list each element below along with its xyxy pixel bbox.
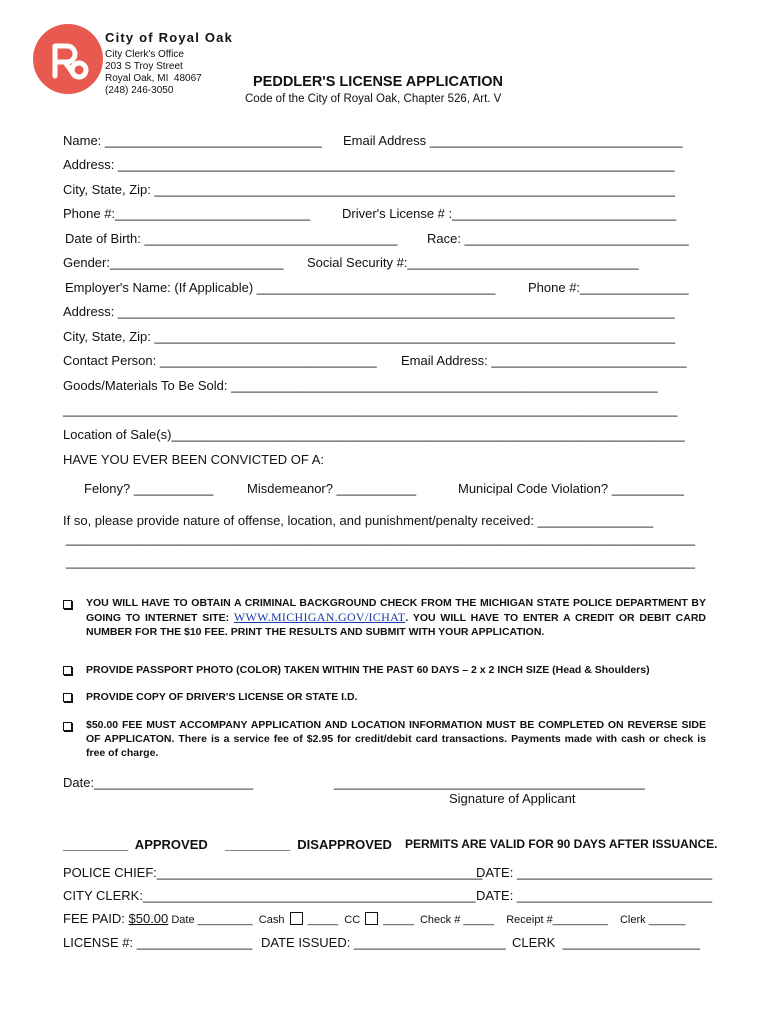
disapproved-field[interactable]: _________ DISAPPROVED	[225, 837, 392, 852]
address-line: (248) 246-3050	[105, 85, 174, 96]
instruction-drivers-license: PROVIDE COPY OF DRIVER'S LICENSE OR STATE I.D.	[86, 691, 358, 703]
address-line: City Clerk's Office	[105, 49, 184, 60]
checkbox-bullet-icon	[63, 693, 72, 702]
form-subtitle: Code of the City of Royal Oak, Chapter 526, Art. V	[245, 93, 502, 105]
instruction-background-check: YOU WILL HAVE TO OBTAIN A CRIMINAL BACKGROUND CHECK FROM THE MICHIGAN STATE POLICE DEPARTMENT BY GOING TO INTERNET SITE: WWW.MICHIGAN.GOV/ICHAT. YOU WILL HAVE TO ENTER A CREDIT OR DEBIT CARD NUMBER FOR THE $10 FEE. PRINT THE RESULTS AND SUBMIT WITH YOUR APPLICATION.	[86, 597, 706, 638]
date-field[interactable]: Date:______________________	[63, 775, 254, 790]
form-title: PEDDLER'S LICENSE APPLICATION	[253, 74, 503, 90]
signature-label: Signature of Applicant	[449, 791, 576, 806]
address-line: Royal Oak, MI 48067	[105, 73, 202, 84]
gender-field[interactable]: Gender:________________________	[63, 255, 284, 270]
felony-field[interactable]: Felony? ___________	[84, 481, 214, 496]
social-security-field[interactable]: Social Security #:________________________________	[307, 255, 639, 270]
drivers-license-field[interactable]: Driver's License # :_______________________________	[342, 206, 677, 221]
cc-checkbox[interactable]	[365, 912, 378, 925]
date-issued-field[interactable]: DATE ISSUED: _____________________	[261, 935, 506, 950]
address-field[interactable]: Address: _____________________________________________________________________________	[63, 157, 675, 172]
goods-field[interactable]: Goods/Materials To Be Sold: ___________________________________________________________	[63, 378, 658, 393]
address-line: 203 S Troy Street	[105, 61, 183, 72]
royal-oak-logo-icon	[33, 24, 103, 94]
org-name: City of Royal Oak	[105, 30, 234, 45]
date-of-birth-field[interactable]: Date of Birth: ___________________________________	[65, 231, 398, 246]
city-clerk-field[interactable]: CITY CLERK:______________________________________________	[63, 888, 476, 903]
city-state-zip-field[interactable]: City, State, Zip: ________________________________________________________________________	[63, 182, 676, 197]
employer-address-field[interactable]: Address: _____________________________________________________________________________	[63, 304, 675, 319]
phone-field[interactable]: Phone #:___________________________	[63, 206, 311, 221]
email-field[interactable]: Email Address ___________________________________	[343, 133, 683, 148]
city-logo	[33, 24, 103, 94]
contact-email-field[interactable]: Email Address: ___________________________	[401, 353, 687, 368]
clerk-field[interactable]: CLERK ___________________	[512, 935, 700, 950]
fee-amount: $50.00	[128, 911, 169, 926]
cash-checkbox[interactable]	[290, 912, 303, 925]
approved-field[interactable]: _________ APPROVED	[63, 837, 208, 852]
checkbox-bullet-icon	[63, 722, 72, 731]
offense-line[interactable]: _______________________________________________________________________________________	[66, 554, 696, 569]
race-field[interactable]: Race: _______________________________	[427, 231, 689, 246]
convictions-heading: HAVE YOU EVER BEEN CONVICTED OF A:	[63, 452, 325, 467]
checkbox-bullet-icon	[63, 600, 72, 609]
misdemeanor-field[interactable]: Misdemeanor? ___________	[247, 481, 417, 496]
instruction-passport-photo: PROVIDE PASSPORT PHOTO (COLOR) TAKEN WITHIN THE PAST 60 DAYS – 2 x 2 INCH SIZE (Head & Shoulders)	[86, 664, 650, 676]
license-number-field[interactable]: LICENSE #: ________________	[63, 935, 253, 950]
permit-validity-note: PERMITS ARE VALID FOR 90 DAYS AFTER ISSUANCE.	[405, 837, 718, 851]
offense-details-field[interactable]: If so, please provide nature of offense, location, and punishment/penalty received: ________________	[63, 513, 654, 528]
offense-line[interactable]: _______________________________________________________________________________________	[66, 531, 696, 546]
checkbox-bullet-icon	[63, 666, 72, 675]
goods-line[interactable]: _____________________________________________________________________________________	[63, 402, 678, 417]
police-chief-field[interactable]: POLICE CHIEF:_____________________________________________	[63, 865, 483, 880]
employer-name-field[interactable]: Employer's Name: (If Applicable) _________________________________	[65, 280, 496, 295]
employer-phone-field[interactable]: Phone #:_______________	[528, 280, 689, 295]
name-field[interactable]: Name: ______________________________	[63, 133, 322, 148]
instruction-fee: $50.00 FEE MUST ACCOMPANY APPLICATION AND LOCATION INFORMATION MUST BE COMPLETED ON REVERSE SIDE OF APPLICATON. There is a service fee of $2.95 for credit/debit card transactions. Payments made with cash or check is free of charge.	[86, 719, 706, 759]
employer-city-field[interactable]: City, State, Zip: ________________________________________________________________________	[63, 329, 676, 344]
contact-person-field[interactable]: Contact Person: ______________________________	[63, 353, 377, 368]
fee-paid-row: FEE PAID: $50.00 Date _________ Cash _____ CC _____ Check # _____ Receipt #_________ Clerk ______	[63, 911, 686, 926]
police-date-field[interactable]: DATE: ___________________________	[476, 865, 713, 880]
clerk-date-field[interactable]: DATE: ___________________________	[476, 888, 713, 903]
ichat-link[interactable]: WWW.MICHIGAN.GOV/ICHAT	[233, 610, 406, 624]
location-field[interactable]: Location of Sale(s)_______________________________________________________________________	[63, 427, 685, 442]
signature-line[interactable]: ___________________________________________	[334, 775, 645, 790]
municipal-violation-field[interactable]: Municipal Code Violation? __________	[458, 481, 684, 496]
